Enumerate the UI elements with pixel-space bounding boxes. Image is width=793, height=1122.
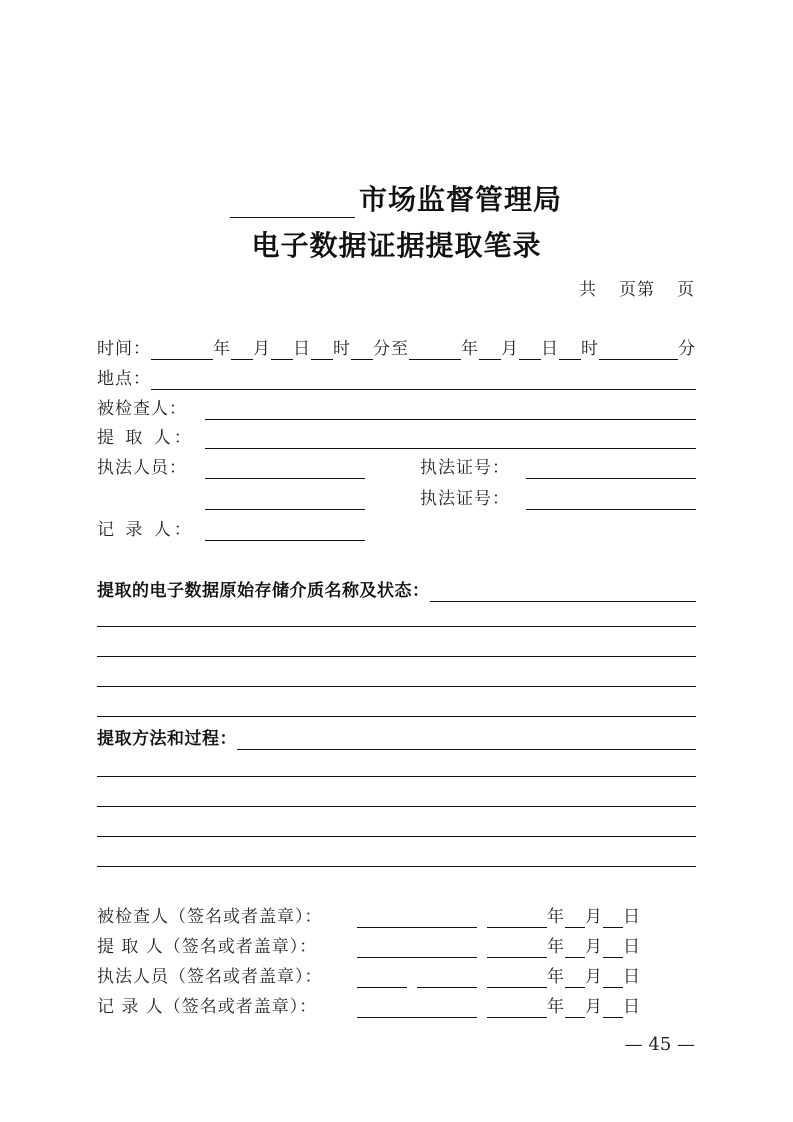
day-field[interactable] (603, 969, 623, 988)
year-label: 年 (461, 339, 479, 359)
method-line[interactable] (97, 806, 696, 807)
method-field[interactable] (237, 731, 696, 750)
day-label: 日 (293, 339, 311, 359)
signature-label: 记 录 人（签名或者盖章）： (97, 997, 318, 1017)
medium-line[interactable] (97, 656, 696, 657)
medium-line[interactable] (97, 716, 696, 717)
extractor-label: 提 取 人： (97, 428, 194, 448)
page-number: — 45 — (624, 1034, 695, 1055)
month-field[interactable] (565, 969, 585, 988)
hour-label: 时 (333, 339, 351, 359)
extractor-field[interactable] (205, 430, 696, 449)
start-year-field[interactable] (151, 341, 213, 360)
place-field[interactable] (151, 371, 696, 390)
cert1-field[interactable] (526, 460, 696, 479)
page-suffix: 页 (677, 280, 695, 300)
day-label: 日 (623, 907, 641, 927)
year-label: 年 (547, 997, 565, 1017)
month-label: 月 (253, 339, 271, 359)
day-field[interactable] (603, 939, 623, 958)
medium-line[interactable] (97, 626, 696, 627)
inspected-field[interactable] (205, 401, 696, 420)
title-agency: 市场监督管理局 (359, 183, 563, 216)
signature-field[interactable] (357, 939, 477, 958)
medium-line[interactable] (97, 686, 696, 687)
end-day-field[interactable] (519, 341, 541, 360)
start-hour-field[interactable] (311, 341, 333, 360)
day-label: 日 (541, 339, 559, 359)
month-label: 月 (501, 339, 519, 359)
day-label: 日 (623, 937, 641, 957)
start-day-field[interactable] (271, 341, 293, 360)
page-count (579, 275, 695, 300)
method-line[interactable] (97, 836, 696, 837)
month-label: 月 (585, 937, 603, 957)
title-line1 (230, 178, 562, 218)
cert-label: 执法证号： (420, 489, 510, 509)
end-year-field[interactable] (409, 341, 461, 360)
inspected-row (97, 398, 696, 420)
month-label: 月 (585, 997, 603, 1017)
cert2-field[interactable] (526, 491, 696, 510)
year-label: 年 (213, 339, 231, 359)
signature-field[interactable] (357, 999, 477, 1018)
signature-row (97, 906, 696, 928)
extractor-row (97, 427, 696, 449)
place-row (97, 368, 696, 390)
method-heading: 提取方法和过程： (97, 729, 237, 749)
month-field[interactable] (565, 939, 585, 958)
medium-field[interactable] (430, 583, 697, 602)
signature-row (97, 966, 696, 988)
minute-to-label: 分至 (373, 339, 409, 359)
method-line[interactable] (97, 776, 696, 777)
end-hour-field[interactable] (559, 341, 581, 360)
day-field[interactable] (603, 909, 623, 928)
signature-field[interactable] (357, 969, 407, 988)
year-field[interactable] (487, 969, 547, 988)
officer2-row (97, 488, 696, 510)
signature-label: 被检查人（签名或者盖章）： (97, 907, 323, 927)
end-minute-field[interactable] (599, 341, 678, 360)
signature-field[interactable] (357, 909, 477, 928)
page-label: 页第 (619, 280, 655, 300)
start-minute-field[interactable] (351, 341, 373, 360)
start-month-field[interactable] (231, 341, 253, 360)
medium-row (97, 580, 696, 602)
day-field[interactable] (603, 999, 623, 1018)
recorder-label: 记 录 人： (97, 520, 194, 540)
recorder-field[interactable] (205, 522, 365, 541)
agency-name-blank[interactable] (230, 187, 355, 218)
signature-field[interactable] (417, 969, 477, 988)
month-label: 月 (585, 967, 603, 987)
officer1-field[interactable] (205, 460, 365, 479)
minute-label: 分 (678, 339, 696, 359)
month-field[interactable] (565, 909, 585, 928)
year-field[interactable] (487, 939, 547, 958)
recorder-row (97, 519, 696, 541)
method-line[interactable] (97, 866, 696, 867)
year-label: 年 (547, 967, 565, 987)
inspected-label: 被检查人： (97, 399, 187, 419)
medium-heading: 提取的电子数据原始存储介质名称及状态： (97, 581, 430, 601)
time-row (97, 338, 696, 360)
month-field[interactable] (565, 999, 585, 1018)
year-label: 年 (547, 907, 565, 927)
method-row (97, 728, 696, 750)
signature-label: 执法人员（签名或者盖章）： (97, 967, 323, 987)
officers-label: 执法人员： (97, 458, 187, 478)
cert-label: 执法证号： (420, 458, 510, 478)
time-label: 时间： (97, 339, 151, 359)
signature-label: 提 取 人（签名或者盖章）： (97, 937, 318, 957)
year-label: 年 (547, 937, 565, 957)
year-field[interactable] (487, 909, 547, 928)
year-field[interactable] (487, 999, 547, 1018)
hour-label: 时 (581, 339, 599, 359)
total-label: 共 (579, 280, 597, 300)
month-label: 月 (585, 907, 603, 927)
day-label: 日 (623, 967, 641, 987)
officer2-field[interactable] (205, 491, 365, 510)
document-title: 电子数据证据提取笔录 (251, 229, 542, 262)
place-label: 地点： (97, 369, 151, 389)
signature-row (97, 996, 696, 1018)
officers-row (97, 457, 696, 479)
day-label: 日 (623, 997, 641, 1017)
signature-row (97, 936, 696, 958)
end-month-field[interactable] (479, 341, 501, 360)
